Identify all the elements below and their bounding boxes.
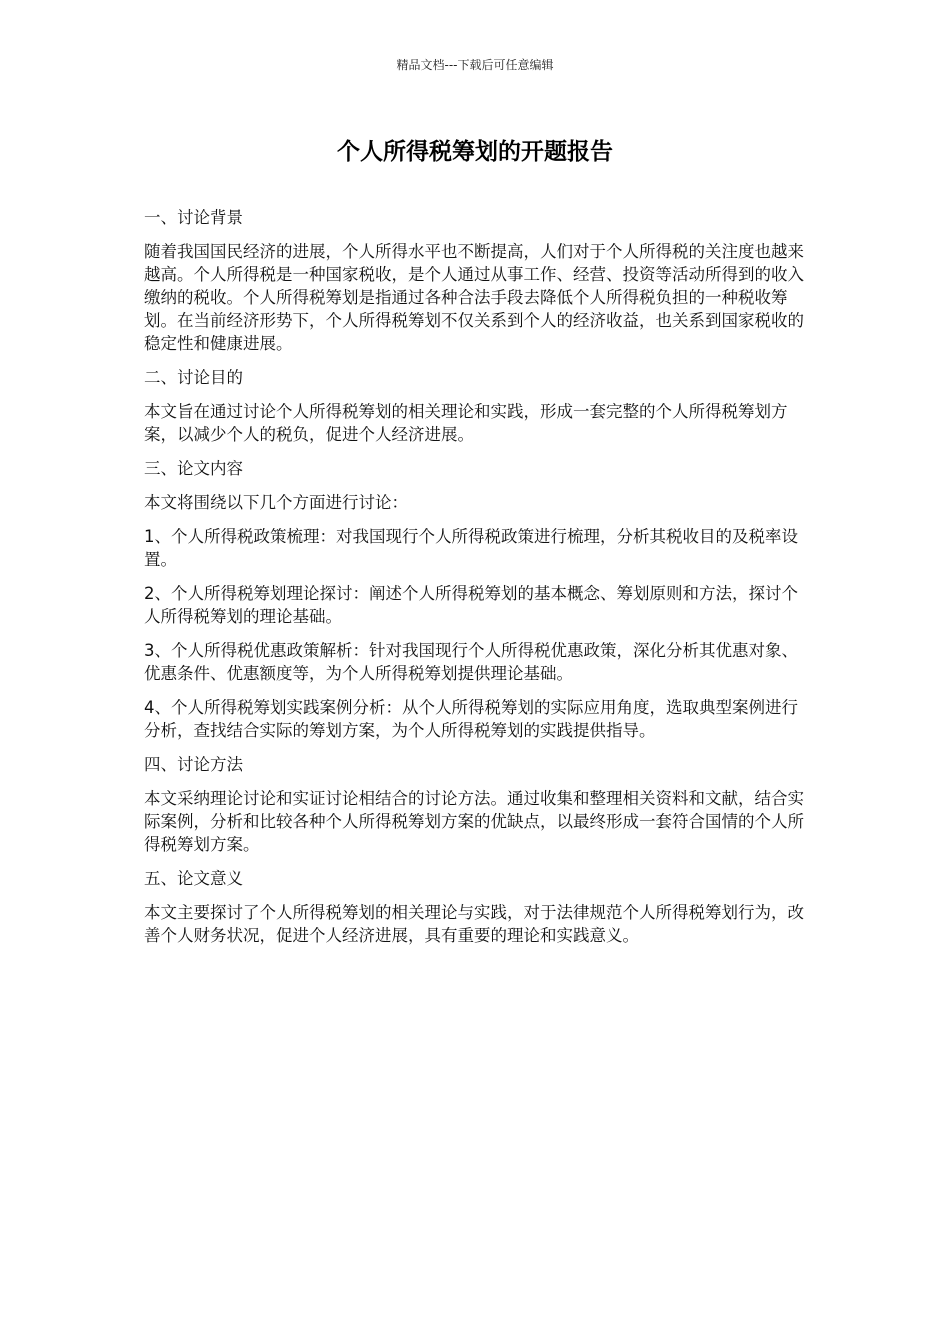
paragraph-significance: 本文主要探讨了个人所得税筹划的相关理论与实践，对于法律规范个人所得税筹划行为，改善个人财务状况，促进个人经济进展，具有重要的理论和实践意义。	[144, 903, 804, 945]
section-heading-method: 四、讨论方法	[144, 755, 243, 774]
list-item-case-analysis: 4、个人所得税筹划实践案例分析：从个人所得税筹划的实际应用角度，选取典型案例进行分析，查找结合实际的筹划方案，为个人所得税筹划的实践提供指导。	[144, 698, 798, 740]
list-item-theory: 2、个人所得税筹划理论探讨：阐述个人所得税筹划的基本概念、筹划原则和方法，探讨个人所得税筹划的理论基础。	[144, 584, 798, 626]
list-item-policy-review: 1、个人所得税政策梳理：对我国现行个人所得税政策进行梳理，分析其税收目的及税率设置。	[144, 527, 798, 569]
header-note: 精品文档---下载后可任意编辑	[396, 58, 554, 72]
paragraph-method: 本文采纳理论讨论和实证讨论相结合的讨论方法。通过收集和整理相关资料和文献，结合实际案例，分析和比较各种个人所得税筹划方案的优缺点，以最终形成一套符合国情的个人所得税筹划方案。	[144, 789, 804, 854]
section-heading-significance: 五、论文意义	[144, 869, 243, 888]
document-body	[144, 206, 808, 958]
section-heading-purpose: 二、讨论目的	[144, 368, 243, 387]
paragraph-background: 随着我国国民经济的进展，个人所得水平也不断提高，人们对于个人所得税的关注度也越来越高。个人所得税是一种国家税收，是个人通过从事工作、经营、投资等活动所得到的收入缴纳的税收。个人所得税筹划是指通过各种合法手段去降低个人所得税负担的一种税收筹划。在当前经济形势下，个人所得税筹划不仅关系到个人的经济收益，也关系到国家税收的稳定性和健康进展。	[144, 242, 804, 353]
document-title: 个人所得税筹划的开题报告	[337, 139, 613, 165]
list-item-preferential-policy: 3、个人所得税优惠政策解析：针对我国现行个人所得税优惠政策，深化分析其优惠对象、优惠条件、优惠额度等，为个人所得税筹划提供理论基础。	[144, 641, 798, 683]
paragraph-purpose: 本文旨在通过讨论个人所得税筹划的相关理论和实践，形成一套完整的个人所得税筹划方案，以减少个人的税负，促进个人经济进展。	[144, 402, 788, 444]
section-heading-content: 三、论文内容	[144, 459, 243, 478]
paragraph-content-intro: 本文将围绕以下几个方面进行讨论：	[144, 493, 408, 512]
section-heading-background: 一、讨论背景	[144, 208, 243, 227]
